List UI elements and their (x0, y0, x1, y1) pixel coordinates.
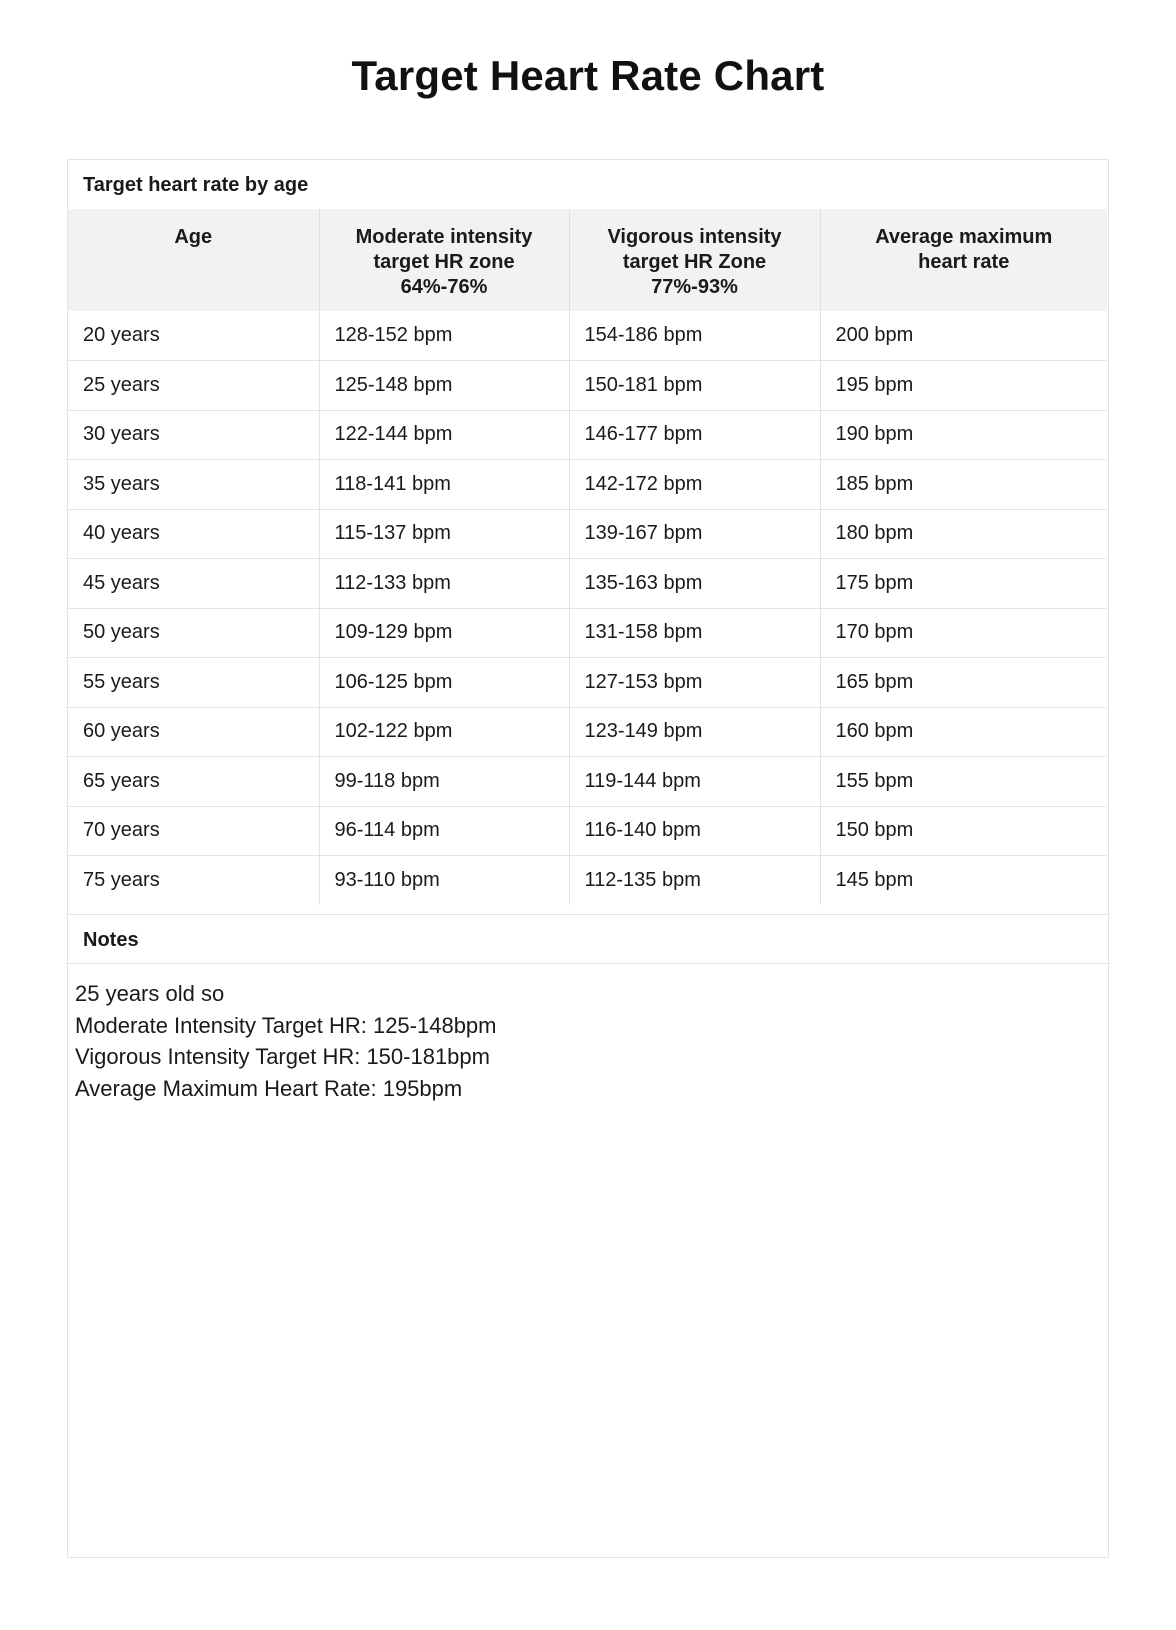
cell-age: 20 years (68, 311, 319, 361)
header-line: target HR zone (373, 251, 515, 273)
cell-moderate: 118-141 bpm (319, 460, 569, 510)
table-header-row (68, 209, 1107, 311)
cell-moderate: 112-133 bpm (319, 559, 569, 609)
cell-vigorous: 116-140 bpm (569, 806, 820, 856)
header-line: Moderate intensity (355, 226, 533, 248)
header-average-maximum (820, 209, 1107, 311)
notes-line: 25 years old so (75, 981, 225, 1006)
notes-body[interactable] (75, 978, 1075, 1104)
notes-line: Moderate Intensity Target HR: 125-148bpm (75, 1012, 497, 1038)
header-line: 77%-93% (651, 276, 738, 298)
cell-age: 65 years (68, 757, 319, 807)
table-row (68, 707, 1107, 757)
cell-max: 195 bpm (820, 361, 1107, 411)
cell-moderate: 102-122 bpm (319, 707, 569, 757)
table-row (68, 311, 1107, 361)
cell-age: 45 years (68, 559, 319, 609)
cell-moderate: 96-114 bpm (319, 806, 569, 856)
cell-vigorous: 135-163 bpm (569, 559, 820, 609)
heart-rate-table (68, 209, 1107, 905)
cell-age: 55 years (68, 658, 319, 708)
cell-moderate: 99-118 bpm (319, 757, 569, 807)
cell-vigorous: 150-181 bpm (569, 361, 820, 411)
cell-max: 180 bpm (820, 509, 1107, 559)
cell-age: 35 years (68, 460, 319, 510)
header-line: 64%-76% (400, 276, 488, 298)
cell-moderate: 122-144 bpm (319, 410, 569, 460)
header-line: target HR Zone (622, 251, 767, 273)
cell-vigorous: 119-144 bpm (569, 757, 820, 807)
cell-moderate: 93-110 bpm (319, 856, 569, 906)
cell-moderate: 125-148 bpm (319, 361, 569, 411)
page-title: Target Heart Rate Chart (351, 52, 825, 99)
cell-vigorous: 131-158 bpm (569, 608, 820, 658)
cell-max: 185 bpm (820, 460, 1107, 510)
notes-line: Average Maximum Heart Rate: 195bpm (75, 1075, 463, 1101)
cell-max: 200 bpm (835, 324, 914, 346)
cell-max: 160 bpm (820, 707, 1107, 757)
cell-vigorous: 112-135 bpm (569, 856, 820, 906)
cell-vigorous: 146-177 bpm (569, 410, 820, 460)
cell-age: 50 years (68, 608, 319, 658)
cell-max: 190 bpm (820, 410, 1107, 460)
cell-vigorous: 127-153 bpm (569, 658, 820, 708)
cell-moderate: 106-125 bpm (319, 658, 569, 708)
header-line: Vigorous intensity (607, 226, 782, 248)
table-row (68, 509, 1107, 559)
section-title: Target heart rate by age (83, 174, 309, 196)
cell-max: 145 bpm (820, 856, 1107, 906)
table-row (68, 410, 1107, 460)
cell-vigorous: 142-172 bpm (569, 460, 820, 510)
header-moderate-intensity (319, 209, 569, 311)
cell-moderate: 128-152 bpm (319, 311, 569, 361)
table-row (68, 608, 1107, 658)
cell-max: 155 bpm (820, 757, 1107, 807)
cell-vigorous: 139-167 bpm (569, 509, 820, 559)
cell-vigorous: 123-149 bpm (569, 707, 820, 757)
table-row (68, 658, 1107, 708)
cell-vigorous: 154-186 bpm (569, 311, 820, 361)
header-age (68, 209, 319, 311)
header-line: Age (174, 226, 213, 248)
header-line: heart rate (918, 251, 1010, 273)
cell-age: 40 years (68, 509, 319, 559)
cell-max: 150 bpm (820, 806, 1107, 856)
cell-age: 75 years (68, 856, 319, 906)
header-vigorous-intensity (569, 209, 820, 311)
cell-moderate: 109-129 bpm (319, 608, 569, 658)
cell-age: 30 years (68, 410, 319, 460)
table-row (68, 806, 1107, 856)
header-line: Average maximum (875, 226, 1053, 248)
table-row (68, 361, 1107, 411)
cell-age: 60 years (68, 707, 319, 757)
notes-title: Notes (68, 914, 1108, 964)
cell-moderate: 115-137 bpm (319, 509, 569, 559)
cell-age: 70 years (68, 806, 319, 856)
table-row (68, 460, 1107, 510)
notes-line: Vigorous Intensity Target HR: 150-181bpm (75, 1044, 490, 1069)
cell-age: 25 years (68, 361, 319, 411)
table-row (68, 757, 1107, 807)
cell-max: 170 bpm (820, 608, 1107, 658)
table-row (68, 856, 1107, 906)
table-row (68, 559, 1107, 609)
cell-max: 165 bpm (820, 658, 1107, 708)
chart-frame (67, 159, 1109, 1558)
cell-max: 175 bpm (820, 559, 1107, 609)
